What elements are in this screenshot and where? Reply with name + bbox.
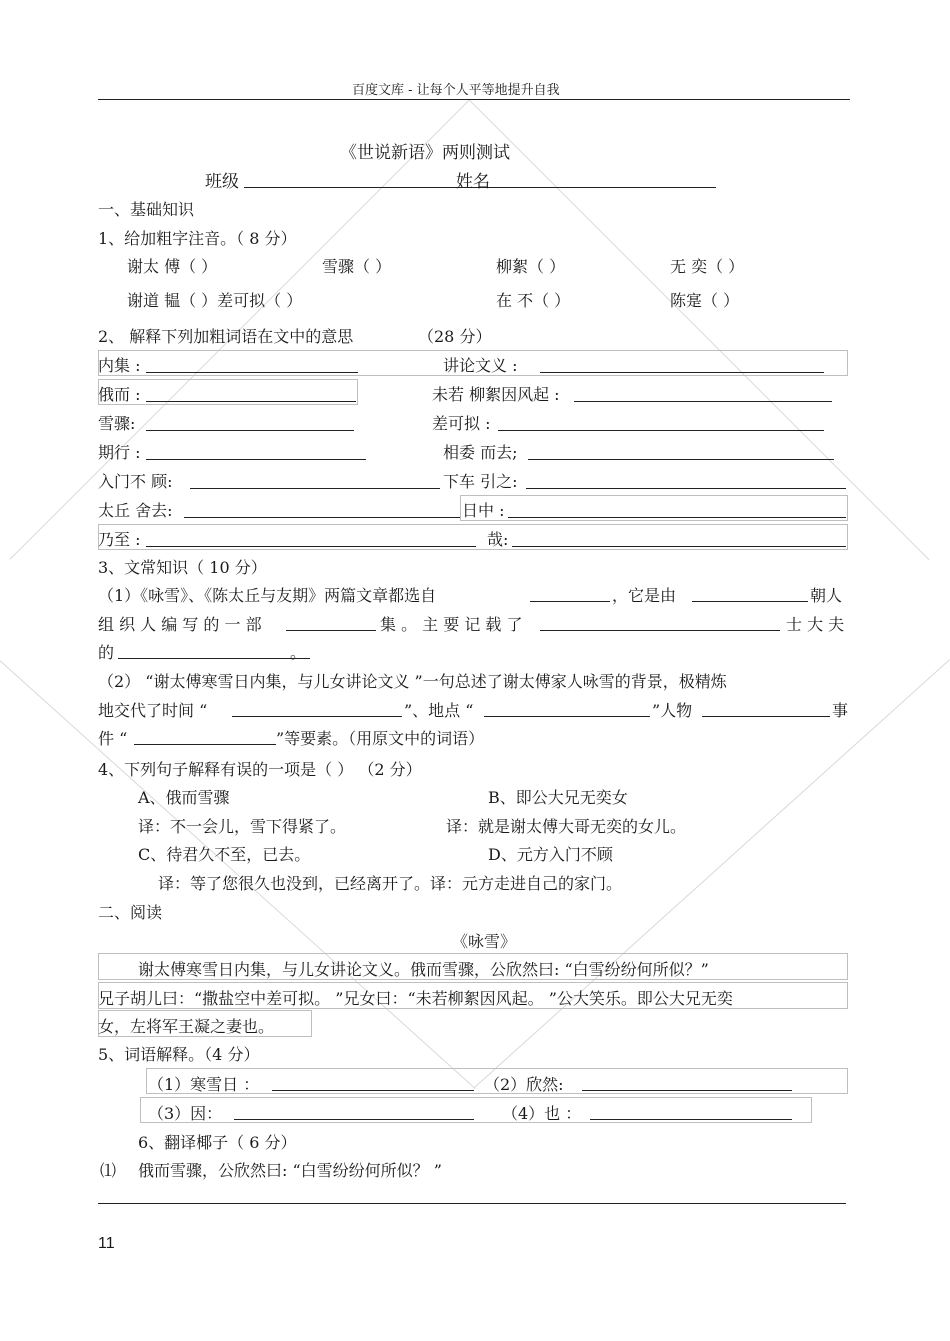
q2-left-5: 入门不 顾: [98,472,173,491]
q2-right-7: 哉: [487,530,509,549]
q2-title: 2、 解释下列加粗词语在文中的意思 [98,327,354,346]
q4-option-b: B、即公大兄无奕女 [488,788,628,807]
q5-blank-2 [582,1090,792,1091]
q3-blank-8 [702,716,830,717]
q3-line3-a: 的 [98,643,115,662]
q3-line6-a: 件 “ [98,729,128,748]
page-number: 11 [98,1235,115,1252]
q6-item-number: ⑴ [100,1161,117,1180]
q2-right-5: 下车 引之: [443,472,518,491]
class-label: 班级 [205,172,239,192]
q2-left-6: 太丘 舍去: [98,501,173,520]
q3-line2-c: 士 大 夫 [786,615,845,634]
q3-line6-b: ”等要素。（用原文中的词语） [276,729,485,748]
q3-line1-a: （1）《咏雪》、《陈太丘与友期》两篇文章都选自 [98,586,437,605]
q4-option-a-translation: 译：不一会儿，雪下得紧了。 [138,817,347,836]
q5-blank-4 [590,1119,792,1120]
q3-line5-b: ”、地点 “ [404,701,474,720]
q5-item-1: （1）寒雪日 ： [148,1075,260,1094]
q5-item-4: （4）也 ： [502,1104,582,1123]
q2-blank-right-3 [498,430,824,431]
q2-blank-right-7 [512,546,846,547]
q3-blank-1 [530,601,610,602]
q3-blank-6 [232,716,402,717]
q3-line4: （2） “谢太傅寒雪日内集，与儿女讲论文义 ”一句总述了谢太傅家人咏雪的背景，极精炼 [98,672,727,691]
q2-left-4: 期行 : [98,443,141,462]
header-rule [98,99,850,100]
name-label: 姓名 [456,172,490,192]
q3-blank-5 [118,658,310,659]
reading-paragraph-1: 谢太傅寒雪日内集，与儿女讲论文义。俄而雪骤，公欣然曰: “白雪纷纷何所似？” [138,960,709,979]
q1-title: 1、给加粗字注音。（ 8 分） [98,229,297,248]
q2-left-2: 俄而 : [98,385,141,404]
q3-line2-a: 组 织 人 编 写 的 一 部 [98,615,262,634]
q3-line2-b: 集 。 主 要 记 载 了 [380,615,523,634]
q3-line5-c: ”人物 [652,701,693,720]
q2-blank-left-1 [146,372,358,373]
q4-option-a: A、俄而雪骤 [138,788,230,807]
section-reading: 二、阅读 [98,903,163,922]
q2-blank-right-4 [528,459,834,460]
q2-blank-left-5 [190,488,440,489]
q6-item-text: 俄而雪骤，公欣然曰: “白雪纷纷何所似？ ” [138,1161,442,1180]
q3-blank-3 [286,630,376,631]
q3-line1-c: 朝人 [810,586,843,605]
q2-blank-left-2 [146,401,356,402]
q5-title: 5、词语解释。（4 分） [98,1045,260,1064]
q4-option-cd-translation: 译：等了您很久也没到，已经离开了。译：元方走进自己的家门。 [158,874,623,893]
q6-title: 6、翻译椰子（ 6 分） [138,1133,297,1152]
q1-item-6: 在 不（ ） [496,291,571,310]
q3-line5-d: 事 [832,701,849,720]
q4-option-b-translation: 译：就是谢太傅大哥无奕的女儿。 [446,817,687,836]
footer-rule [98,1203,846,1204]
q3-line1-b: ，它是由 [612,586,677,605]
q4-option-d: D、元方入门不顾 [488,845,613,864]
q1-item-5: 谢道 韫（ ）差可拟（ ） [127,291,303,310]
reading-paragraph-3: 女，左将军王凝之妻也。 [98,1017,275,1036]
q4-title: 4、下列句子解释有误的一项是（ ） （2 分） [98,760,422,779]
q5-item-3: （3）因： [148,1104,223,1123]
q2-blank-left-4 [146,459,366,460]
q3-blank-7 [484,716,650,717]
q1-item-4: 无 奕（ ） [670,257,745,276]
q2-right-3: 差可拟 : [432,414,491,433]
q1-item-7: 陈寔（ ） [670,291,740,310]
q2-left-7: 乃至 : [98,530,141,549]
page-header: 百度文库 - 让每个人平等地提升自我 [352,83,560,98]
q2-blank-left-6 [184,517,460,518]
reading-title: 《咏雪》 [452,932,517,951]
q2-blank-right-6 [508,517,846,518]
q2-left-1: 内集 : [98,356,141,375]
q2-right-1: 讲论文义 : [443,356,518,375]
section-basic: 一、基础知识 [98,200,195,219]
q1-item-2: 雪骤（ ） [322,257,392,276]
q2-right-2: 未若 柳絮因风起 : [432,385,560,404]
q2-right-6: 日中 : [462,501,505,520]
reading-paragraph-2: 兄子胡儿曰：“撒盐空中差可拟。 ”兄女曰：“未若柳絮因风起。 ”公大笑乐。即公大兄无奕 [98,989,733,1008]
q3-blank-9 [134,744,276,745]
q2-blank-left-3 [146,430,354,431]
q2-left-3: 雪骤: [98,414,136,433]
q5-blank-3 [234,1119,474,1120]
q3-blank-4 [540,630,780,631]
q3-title: 3、文常知识（ 10 分） [98,558,267,577]
q2-blank-right-1 [540,372,824,373]
q2-blank-left-7 [146,546,476,547]
q2-blank-right-5 [526,488,846,489]
q1-item-1: 谢太 傅（ ） [127,257,218,276]
q2-right-4: 相委 而去; [443,443,518,462]
q3-line5-a: 地交代了时间 “ [98,701,208,720]
q4-option-c: C、待君久不至，已去。 [138,845,311,864]
q3-blank-2 [692,601,808,602]
page-title: 《世说新语》两则测试 [340,143,510,163]
q2-blank-right-2 [574,401,832,402]
q2-score: （28 分） [418,327,492,346]
q1-item-3: 柳絮（ ） [496,257,566,276]
q5-item-2: （2）欣然: [484,1075,564,1094]
q3-line3-b: 。 [290,643,307,662]
q5-blank-1 [272,1090,474,1091]
